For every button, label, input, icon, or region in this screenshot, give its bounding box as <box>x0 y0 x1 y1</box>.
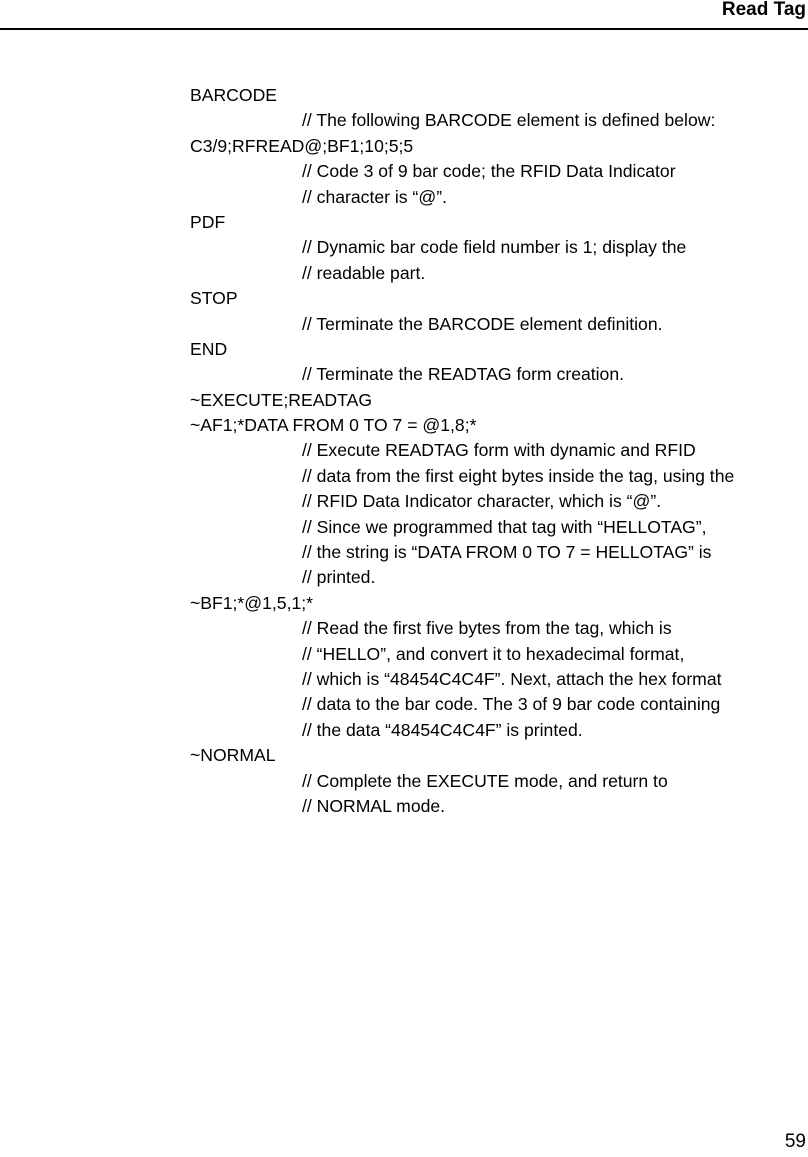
comment-line: // printed. <box>302 567 376 588</box>
comment-line: // data to the bar code. The 3 of 9 bar code containing <box>302 694 721 715</box>
command-line: ~EXECUTE;READTAG <box>190 389 373 410</box>
page-header-title: Read Tag <box>721 0 806 20</box>
command-line: PDF <box>190 211 226 232</box>
comment-line: // Code 3 of 9 bar code; the RFID Data Indicator <box>302 161 676 182</box>
comment-line: // character is “@”. <box>302 186 447 207</box>
code-listing <box>190 83 808 819</box>
command-line: ~AF1;*DATA FROM 0 TO 7 = @1,8;* <box>190 415 477 436</box>
comment-line: // Complete the EXECUTE mode, and return to <box>302 770 668 791</box>
command-line: STOP <box>190 288 238 309</box>
comment-line: // data from the first eight bytes inside the tag, using the <box>302 465 735 486</box>
command-line: ~BF1;*@1,5,1;* <box>190 592 314 613</box>
comment-line: // Terminate the READTAG form creation. <box>302 364 625 385</box>
command-line: C3/9;RFREAD@;BF1;10;5;5 <box>190 135 414 156</box>
page-number: 59 <box>784 1131 806 1152</box>
comment-line: // the data “48454C4C4F” is printed. <box>302 719 583 740</box>
command-line: BARCODE <box>190 85 278 105</box>
comment-line: // Terminate the BARCODE element definition. <box>302 313 663 334</box>
comment-line: // Since we programmed that tag with “HELLOTAG”, <box>302 516 707 537</box>
command-line: END <box>190 338 228 359</box>
comment-line: // Dynamic bar code field number is 1; display the <box>302 237 687 258</box>
comment-line: // The following BARCODE element is defined below: <box>302 110 716 131</box>
comment-line: // Execute READTAG form with dynamic and RFID <box>302 440 696 461</box>
comment-line: // RFID Data Indicator character, which is “@”. <box>302 491 662 512</box>
header-divider <box>0 28 808 30</box>
comment-line: // which is “48454C4C4F”. Next, attach the hex format <box>302 668 722 689</box>
comment-line: // NORMAL mode. <box>302 795 446 816</box>
comment-line: // “HELLO”, and convert it to hexadecimal format, <box>302 643 685 664</box>
comment-line: // Read the first five bytes from the tag, which is <box>302 618 672 639</box>
comment-line: // the string is “DATA FROM 0 TO 7 = HELLOTAG” is <box>302 542 712 563</box>
command-line: ~NORMAL <box>190 745 276 766</box>
comment-line: // readable part. <box>302 262 426 283</box>
